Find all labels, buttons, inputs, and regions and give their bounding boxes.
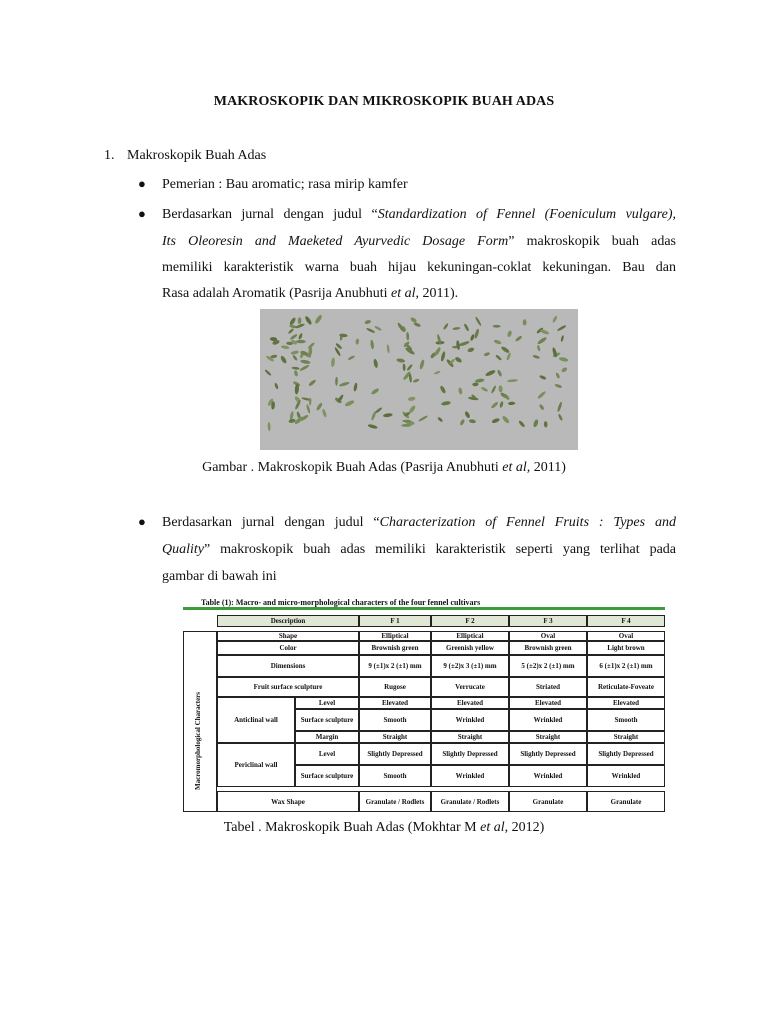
table-header-cell: F 3 <box>509 615 587 627</box>
seed-shape <box>418 415 429 422</box>
seed-shape <box>289 317 297 326</box>
table-cell: Smooth <box>359 709 431 731</box>
seed-shape <box>316 402 324 411</box>
seed-shape <box>472 382 478 386</box>
table-cell: Slightly Depressed <box>587 743 665 765</box>
seed-shape <box>402 420 411 423</box>
seed-shape <box>493 339 502 345</box>
seed-shape <box>507 330 513 338</box>
seed-shape <box>408 396 416 401</box>
seed-shape <box>386 344 390 353</box>
seed-shape <box>364 319 371 324</box>
seed-shape <box>374 407 382 414</box>
table-caption: Tabel . Makroskopik Buah Adas (Mokhtar M et al, 2012) <box>223 820 545 835</box>
seed-shape <box>467 347 475 353</box>
table-row-label: Fruit surface sculpture <box>217 677 359 697</box>
section-label: Makroskopik Buah Adas <box>127 148 267 163</box>
seed-shape <box>493 325 501 328</box>
seed-shape <box>544 421 548 428</box>
seed-shape <box>498 385 503 392</box>
seed-shape <box>557 401 563 412</box>
bullet-3-line-2: Quality” makroskopik buah adas memiliki karakteristik seperti yang terlihat pada <box>162 542 676 557</box>
table-row-label: Anticlinal wall <box>217 697 295 743</box>
table-cell: Rugose <box>359 677 431 697</box>
table-cell: Oval <box>587 631 665 641</box>
seed-shape <box>264 369 272 376</box>
seed-shape <box>475 316 482 326</box>
table-sub-label: Level <box>295 743 359 765</box>
morphology-table <box>183 611 665 812</box>
table-header-cell: F 4 <box>587 615 665 627</box>
seed-shape <box>481 386 489 392</box>
seed-shape <box>274 382 279 389</box>
table-cell: Elevated <box>431 697 509 709</box>
seed-shape <box>470 334 476 342</box>
seed-shape <box>557 324 567 331</box>
seed-shape <box>370 340 374 350</box>
seed-shape <box>464 411 471 419</box>
seed-shape <box>463 323 469 332</box>
seed-shape <box>558 414 564 422</box>
seed-shape <box>290 350 299 355</box>
seed-shape <box>347 355 355 361</box>
seed-shape <box>539 374 547 380</box>
seed-shape <box>501 415 510 424</box>
fennel-seeds-photo <box>260 309 578 450</box>
seed-shape <box>308 379 317 387</box>
table-sub-label: Margin <box>295 731 359 743</box>
seed-shape <box>475 378 485 383</box>
seed-shape <box>537 336 548 345</box>
seed-shape <box>499 401 504 408</box>
section-number: 1. <box>104 148 115 163</box>
bullet-2-line-3: memiliki karakteristik warna buah hijau kekuningan-coklat kekuningan. Bau dan <box>162 260 676 275</box>
seed-shape <box>474 328 480 339</box>
seed-shape <box>443 323 449 331</box>
seed-shape <box>267 422 270 431</box>
table-cell: Straight <box>431 731 509 743</box>
table-cell: Striated <box>509 677 587 697</box>
table-cell: Light brown <box>587 641 665 655</box>
seed-shape <box>410 317 418 324</box>
seed-shape <box>452 327 460 331</box>
seed-shape <box>298 333 303 340</box>
seed-shape <box>454 356 462 363</box>
seed-shape <box>523 319 527 325</box>
table-cell: Smooth <box>359 765 431 787</box>
seed-shape <box>288 418 296 423</box>
table-row-label: Wax Shape <box>217 791 359 812</box>
section-heading <box>104 148 266 164</box>
seed-shape <box>459 419 465 426</box>
bullet-1-text: Pemerian : Bau aromatic; rasa mirip kamfer <box>162 177 408 192</box>
table-cell: Wrinkled <box>587 765 665 787</box>
seed-shape <box>292 354 298 361</box>
seed-shape <box>406 332 409 341</box>
table-cell: Wrinkled <box>431 765 509 787</box>
seed-shape <box>560 335 564 342</box>
table-sub-label: Level <box>295 697 359 709</box>
table-row-label: Shape <box>217 631 359 641</box>
table-sub-label: Surface sculpture <box>295 765 359 787</box>
bullet-icon: ● <box>138 176 146 191</box>
seed-shape <box>296 340 306 343</box>
table-sub-label: Surface sculpture <box>295 709 359 731</box>
seed-shape <box>554 383 562 388</box>
seed-shape <box>355 338 359 344</box>
seed-shape <box>537 390 547 399</box>
seed-shape <box>406 364 413 372</box>
seed-shape <box>413 322 421 328</box>
seed-shape <box>353 382 358 391</box>
table-cell: Brownish green <box>509 641 587 655</box>
table-cell: Wrinkled <box>509 709 587 731</box>
bullet-icon: ● <box>138 206 146 221</box>
seed-shape <box>497 369 503 377</box>
seed-shape <box>532 354 540 359</box>
seed-shape <box>288 328 295 335</box>
table-cell: Elevated <box>509 697 587 709</box>
seed-shape <box>469 419 476 424</box>
seed-shape <box>300 359 311 364</box>
seed-shape <box>491 417 500 423</box>
figure-caption: Gambar . Makroskopik Buah Adas (Pasrija Anubhuti et al, 2011) <box>202 460 566 475</box>
seed-shape <box>459 340 470 347</box>
table-cell: Verrucate <box>431 677 509 697</box>
table-cell: Granulate / Rodlets <box>431 791 509 812</box>
table-top-rule <box>183 607 665 610</box>
seed-shape <box>495 354 502 361</box>
table-cell: Straight <box>509 731 587 743</box>
seed-shape <box>374 325 382 331</box>
seed-shape <box>485 369 496 377</box>
table-header-cell: Description <box>217 615 359 627</box>
seed-shape <box>561 367 568 373</box>
seed-shape <box>483 352 490 357</box>
seed-shape <box>437 416 443 422</box>
morphology-table-image <box>183 596 665 812</box>
table-cell: Elliptical <box>431 631 509 641</box>
seed-shape <box>383 413 393 418</box>
table-row-label: Color <box>217 641 359 655</box>
seed-shape <box>518 420 526 428</box>
seed-shape <box>339 381 350 387</box>
table-cell: Elevated <box>587 697 665 709</box>
seed-shape <box>335 377 338 386</box>
bullet-2-line-2: Its Oleoresin and Maeketed Ayurvedic Dosage Form” makroskopik buah adas <box>162 234 676 249</box>
seed-shape <box>291 366 299 370</box>
seed-shape <box>344 399 355 407</box>
seed-shape <box>539 404 545 411</box>
seed-shape <box>441 401 451 407</box>
seed-shape <box>433 346 441 356</box>
bullet-2-line-4: Rasa adalah Aromatik (Pasrija Anubhuti et al, 2011). <box>162 286 459 301</box>
seed-shape <box>500 345 510 354</box>
seed-shape <box>403 364 406 372</box>
table-header-cell: F 2 <box>431 615 509 627</box>
seed-shape <box>396 358 405 363</box>
seed-shape <box>280 355 288 364</box>
table-cell: Straight <box>359 731 431 743</box>
seed-scatter <box>260 309 578 450</box>
table-cell: Wrinkled <box>431 709 509 731</box>
table-cell: Granulate <box>587 791 665 812</box>
table-cell: Brownish green <box>359 641 431 655</box>
table-cell: Slightly Depressed <box>359 743 431 765</box>
table-row-label: Dimensions <box>217 655 359 677</box>
seed-shape <box>413 378 420 383</box>
table-cell: 9 (±2)x 3 (±1) mm <box>431 655 509 677</box>
seed-shape <box>434 370 441 375</box>
table-cell: Smooth <box>587 709 665 731</box>
seed-shape <box>289 333 297 340</box>
seed-shape <box>304 315 313 325</box>
page-title: MAKROSKOPIK DAN MIKROSKOPIK BUAH ADAS <box>213 94 555 109</box>
seed-shape <box>491 385 497 394</box>
seed-shape <box>506 352 512 360</box>
table-row-label: Periclinal wall <box>217 743 295 787</box>
table-cell: Reticulate-Foveate <box>587 677 665 697</box>
seed-shape <box>458 387 463 395</box>
table-group-label: Macromorphological Characters <box>194 691 203 791</box>
seed-shape <box>367 424 378 430</box>
seed-shape <box>298 317 302 324</box>
seed-shape <box>533 419 539 428</box>
table-cell: Slightly Depressed <box>431 743 509 765</box>
table-cell: 9 (±1)x 2 (±1) mm <box>359 655 431 677</box>
bullet-2-line-1: Berdasarkan jurnal dengan judul “Standardization of Fennel (Foeniculum vulgare), <box>162 207 676 222</box>
seed-shape <box>508 402 515 406</box>
seed-shape <box>552 315 558 323</box>
seed-shape <box>331 357 336 367</box>
table-cell: 5 (±2)x 2 (±1) mm <box>509 655 587 677</box>
table-cell: Oval <box>509 631 587 641</box>
seed-shape <box>366 327 376 333</box>
seed-shape <box>515 335 523 342</box>
table-header-cell: F 1 <box>359 615 431 627</box>
seed-shape <box>440 351 446 362</box>
seed-shape <box>299 364 310 372</box>
seed-shape <box>537 345 541 352</box>
table-cell: Slightly Depressed <box>509 743 587 765</box>
seed-shape <box>294 370 299 377</box>
table-cell: Granulate / Rodlets <box>359 791 431 812</box>
table-cell: Greenish yellow <box>431 641 509 655</box>
bullet-icon: ● <box>138 514 146 529</box>
table-cell: Straight <box>587 731 665 743</box>
seed-shape <box>507 379 518 383</box>
seed-shape <box>419 359 425 370</box>
seed-shape <box>558 356 568 362</box>
seed-shape <box>370 387 379 395</box>
bullet-3-line-3: gambar di bawah ini <box>162 569 277 584</box>
seed-shape <box>373 359 379 369</box>
table-cell: Wrinkled <box>509 765 587 787</box>
table-cell: 6 (±1)x 2 (±1) mm <box>587 655 665 677</box>
table-cell: Elevated <box>359 697 431 709</box>
seed-shape <box>281 345 290 350</box>
seed-shape <box>490 401 499 409</box>
seed-shape <box>555 372 560 379</box>
table-title: Table (1): Macro- and micro-morphological characters of the four fennel cultivars <box>201 598 481 607</box>
bullet-3-line-1: Berdasarkan jurnal dengan judul “Characterization of Fennel Fruits : Types and <box>162 515 676 530</box>
table-cell: Elliptical <box>359 631 431 641</box>
seed-shape <box>439 385 446 394</box>
table-cell: Granulate <box>509 791 587 812</box>
seed-shape <box>322 409 328 418</box>
seed-shape <box>314 314 323 325</box>
